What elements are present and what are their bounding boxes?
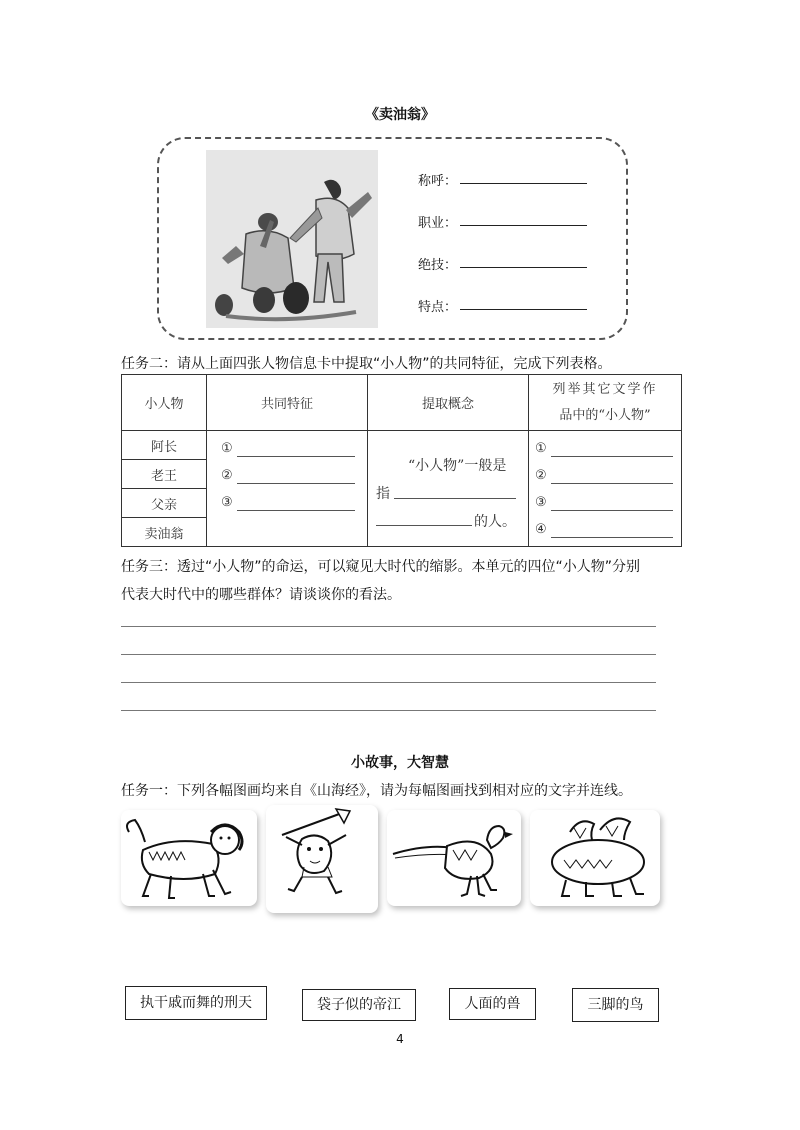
header-person: 小人物 <box>122 375 207 431</box>
feature-marker: ② <box>221 468 233 483</box>
concept-text-1: “小人物”一般是 <box>408 458 507 474</box>
answer-line[interactable] <box>121 682 656 683</box>
section-title: 《卖油翁》 <box>365 107 435 123</box>
task3-line1: 任务三：透过“小人物”的命运，可以窥见大时代的缩影。本单元的四位“小人物”分别 <box>121 559 641 575</box>
field-label-job: 职业： <box>418 216 458 231</box>
field-label-skill: 绝技： <box>418 258 458 273</box>
example-blank[interactable] <box>551 483 673 484</box>
person-cell: 卖油翁 <box>122 518 207 547</box>
concept-blank-1[interactable] <box>394 498 516 499</box>
feature-marker: ① <box>221 441 233 456</box>
field-blank-trait[interactable] <box>460 309 587 310</box>
field-blank-skill[interactable] <box>460 267 587 268</box>
header-features: 共同特征 <box>207 375 368 431</box>
field-label-name: 称呼： <box>418 174 458 189</box>
section2-task1: 任务一：下列各幅图画均来自《山海经》，请为每幅图画找到相对应的文字并连线。 <box>121 783 632 799</box>
image-dijiang[interactable] <box>530 810 660 906</box>
concept-blank-2[interactable] <box>376 525 472 526</box>
feature-blank[interactable] <box>237 483 355 484</box>
header-examples <box>529 375 682 431</box>
field-blank-name[interactable] <box>460 183 587 184</box>
example-marker: ② <box>535 468 547 483</box>
answer-line[interactable] <box>121 654 656 655</box>
examples-cell <box>529 431 682 547</box>
field-blank-job[interactable] <box>460 225 587 226</box>
match-box-human-faced-beast[interactable]: 人面的兽 <box>449 988 536 1020</box>
image-human-faced-beast[interactable] <box>121 810 257 906</box>
image-three-legged-bird[interactable] <box>387 810 521 906</box>
concept-cell <box>368 431 529 547</box>
oil-seller-painting <box>206 150 378 328</box>
match-box-three-legged-bird[interactable]: 三脚的鸟 <box>572 988 659 1022</box>
answer-line[interactable] <box>121 710 656 711</box>
example-blank[interactable] <box>551 510 673 511</box>
task3-line2: 代表大时代中的哪些群体？请谈谈你的看法。 <box>121 587 401 603</box>
header-concept: 提取概念 <box>368 375 529 431</box>
match-box-dijiang[interactable]: 袋子似的帝江 <box>302 989 416 1021</box>
example-marker: ① <box>535 441 547 456</box>
person-cell: 父亲 <box>122 489 207 518</box>
features-cell <box>207 431 368 547</box>
match-box-xingtian[interactable]: 执干戚而舞的刑天 <box>125 986 267 1020</box>
section2-title: 小故事，大智慧 <box>351 755 449 771</box>
header-examples-line2: 品中的“小人物” <box>559 407 651 423</box>
feature-blank[interactable] <box>237 456 355 457</box>
feature-blank[interactable] <box>237 510 355 511</box>
answer-line[interactable] <box>121 626 656 627</box>
image-xingtian[interactable] <box>266 805 378 913</box>
task2-table <box>121 374 682 547</box>
page-number: 4 <box>396 1032 404 1046</box>
concept-text-3: 的人。 <box>474 514 516 530</box>
example-marker: ③ <box>535 495 547 510</box>
example-blank[interactable] <box>551 537 673 538</box>
task2-instruction: 任务二：请从上面四张人物信息卡中提取“小人物”的共同特征，完成下列表格。 <box>121 356 612 372</box>
field-label-trait: 特点： <box>418 300 458 315</box>
example-blank[interactable] <box>551 456 673 457</box>
person-cell: 老王 <box>122 460 207 489</box>
example-marker: ④ <box>535 522 547 537</box>
header-examples-line1: 列举其它文学作 <box>552 381 658 397</box>
person-cell: 阿长 <box>122 431 207 460</box>
feature-marker: ③ <box>221 495 233 510</box>
concept-text-2: 指 <box>376 486 390 502</box>
